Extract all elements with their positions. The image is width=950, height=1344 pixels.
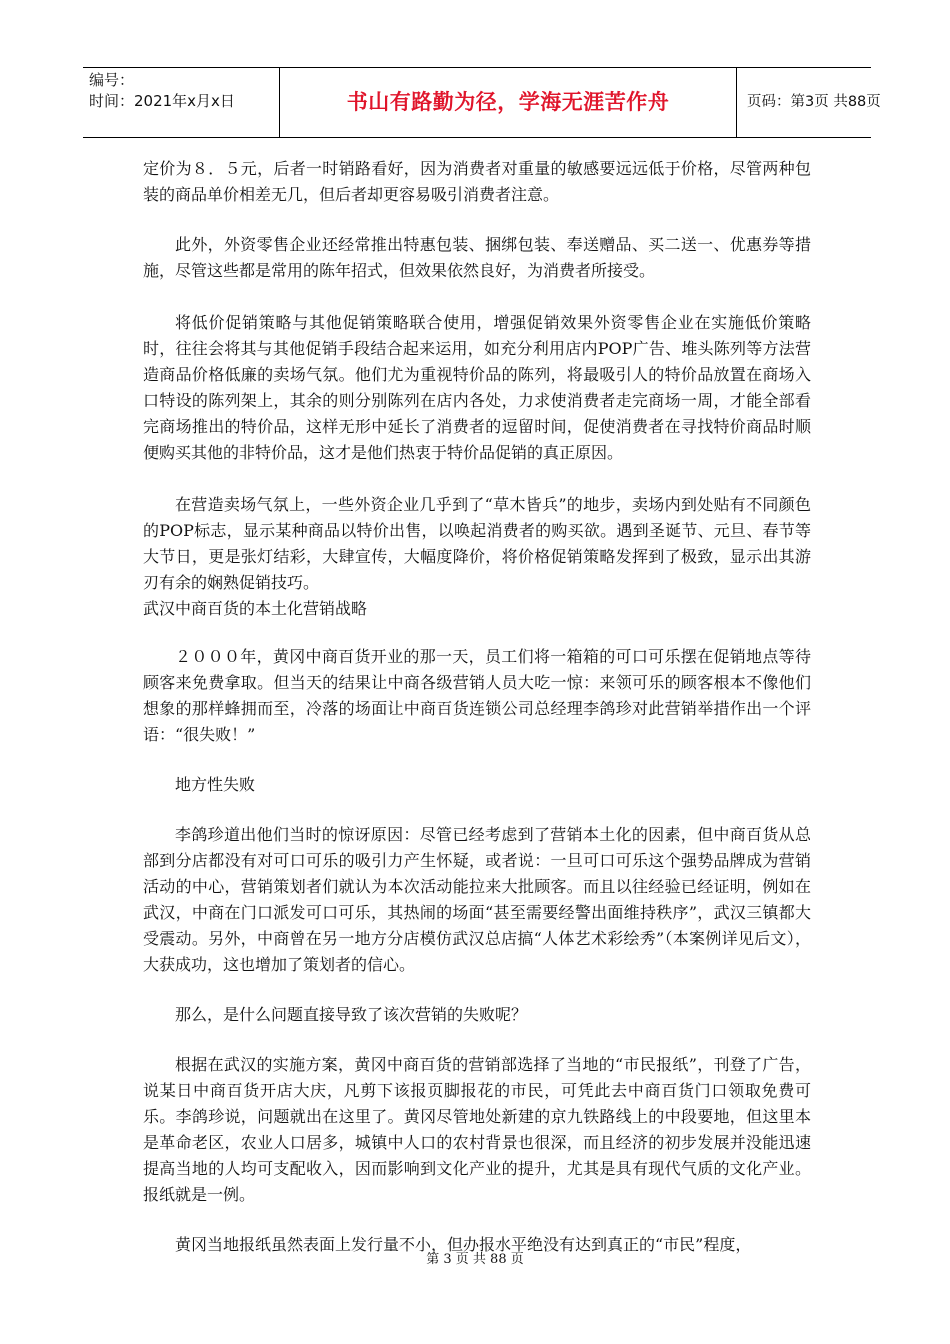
paragraph-4: 在营造卖场气氛上，一些外资企业几乎到了“草木皆兵”的地步，卖场内到处贴有不同颜色的POP标志，显示某种商品以特价出售，以唤起消费者的购买欲。遇到圣诞节、元旦、春节等大节日，更是张灯结彩，大肆宣传，大幅度降价，将价格促销策略发挥到了极致，显示出其游刃有余的娴熟促销技巧。 [143, 495, 811, 592]
page-footer: 第 3 页 共 88 页 [426, 1252, 524, 1267]
subheading: 地方性失败 [175, 775, 256, 794]
header-motto-cell [279, 68, 737, 137]
paragraph-2: 此外，外资零售企业还经常推出特惠包装、捆绑包装、奉送赠品、买二送一、优惠券等措施，尽管这些都是常用的陈年招式，但效果依然良好，为消费者所接受。 [143, 235, 811, 280]
header-meta-cell [83, 68, 279, 137]
document-date-label: 时间：2021年x月x日 [89, 92, 235, 110]
section-heading: 武汉中商百货的本土化营销战略 [143, 599, 368, 618]
paragraph-6: 李鸽珍道出他们当时的惊讶原因：尽管已经考虑到了营销本土化的因素，但中商百货从总部到分店都没有对可口可乐的吸引力产生怀疑，或者说：一旦可口可乐这个强势品牌成为营销活动的中心，营销策划者们就认为本次活动能拉来大批顾客。而且以往经验已经证明，例如在武汉，中商在门口派发可口可乐，其热闹的场面“甚至需要经警出面维持秩序”，武汉三镇都大受震动。另外，中商曾在另一地方分店模仿武汉总店搞“人体艺术彩绘秀”（本案例详见后文），大获成功，这也增加了策划者的信心。 [143, 825, 811, 974]
document-body [143, 156, 811, 1258]
header-page-cell [736, 68, 881, 137]
paragraph-1: 定价为８．５元，后者一时销路看好，因为消费者对重量的敏感要远远低于价格，尽管两种包装的商品单价相差无几，但后者却更容易吸引消费者注意。 [143, 159, 811, 204]
paragraph-5: ２０００年，黄冈中商百货开业的那一天，员工们将一箱箱的可口可乐摆在促销地点等待顾客来免费拿取。但当天的结果让中商各级营销人员大吃一惊：来领可乐的顾客根本不像他们想象的那样蜂拥而至，冷落的场面让中商百货连锁公司总经理李鸽珍对此营销举措作出一个评语：“很失败！” [143, 647, 811, 744]
header-motto: 书山有路勤为径，学海无涯苦作舟 [346, 90, 670, 114]
paragraph-8: 根据在武汉的实施方案，黄冈中商百货的营销部选择了当地的“市民报纸”，刊登了广告，说某日中商百货开店大庆，凡剪下该报页脚报花的市民，可凭此去中商百货门口领取免费可乐。李鸽珍说，问题就出在这里了。黄冈尽管地处新建的京九铁路线上的中段要地，但这里本是革命老区，农业人口居多，城镇中人口的农村背景也很深，而且经济的初步发展并没能迅速提高当地的人均可支配收入，因而影响到文化产业的提升，尤其是具有现代气质的文化产业。报纸就是一例。 [143, 1055, 811, 1204]
paragraph-3: 将低价促销策略与其他促销策略联合使用，增强促销效果外资零售企业在实施低价策略时，往往会将其与其他促销手段结合起来运用，如充分利用店内POP广告、堆头陈列等方法营造商品价格低廉的卖场气氛。他们尤为重视特价品的陈列，将最吸引人的特价品放置在商场入口特设的陈列架上，其余的则分别陈列在店内各处，力求使消费者走完商场一周，才能全部看完商场推出的特价品，这样无形中延长了消费者的逗留时间，促使消费者在寻找特价商品时顺便购买其他的非特价品，这才是他们热衷于特价品促销的真正原因。 [143, 313, 811, 462]
document-number-label: 编号： [89, 71, 135, 89]
header-page-info: 页码：第3页 共88页 [747, 94, 881, 110]
paragraph-7: 那么，是什么问题直接导致了该次营销的失败呢？ [175, 1005, 528, 1024]
header-table [83, 67, 881, 138]
paragraph-9: 黄冈当地报纸虽然表面上发行量不小，但办报水平绝没有达到真正的“市民”程度， [175, 1235, 752, 1254]
